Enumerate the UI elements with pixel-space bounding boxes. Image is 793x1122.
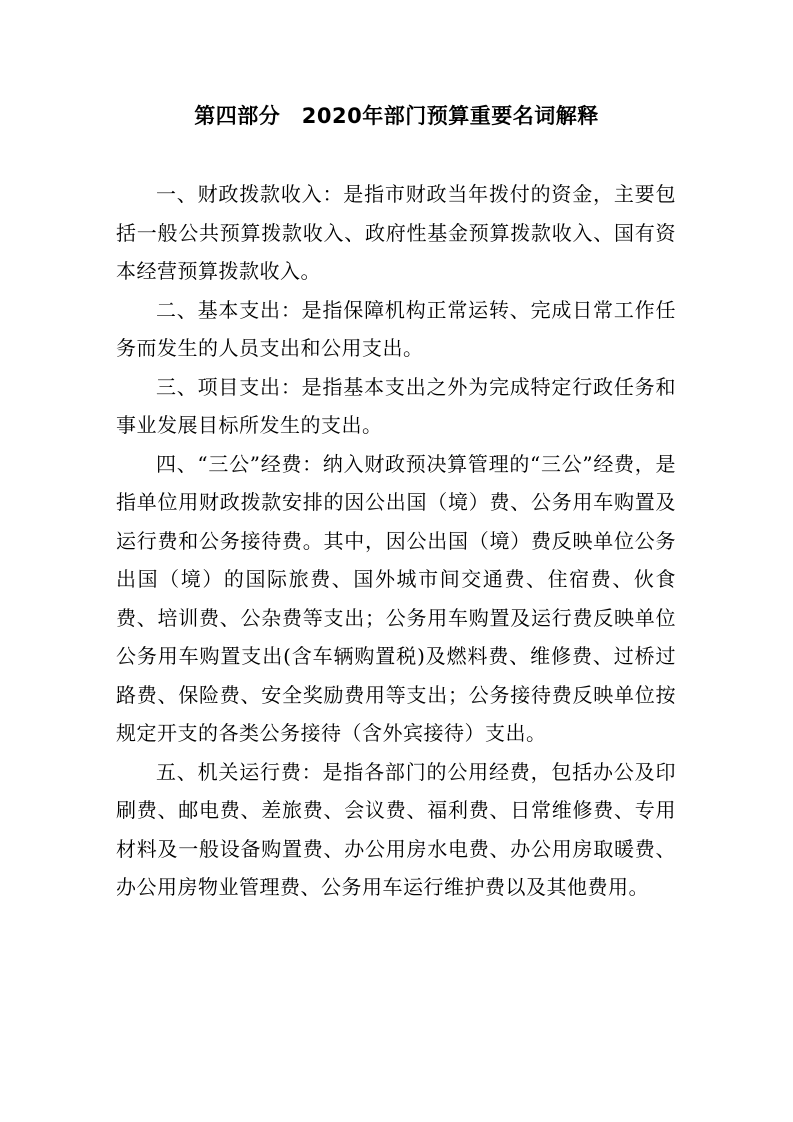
paragraph-fiscal-appropriation-income: 一、财政拨款收入：是指市财政当年拨付的资金，主要包括一般公共预算拨款收入、政府性基金预算拨款收入、国有资本经营预算拨款收入。 — [116, 182, 676, 283]
paragraph-agency-operating-expenses: 五、机关运行费：是指各部门的公用经费，包括办公及印刷费、邮电费、差旅费、会议费、福利费、日常维修费、专用材料及一般设备购置费、办公用房水电费、办公用房取暖费、办公用房物业管理费、公务用车运行维护费以及其他费用。 — [116, 759, 676, 899]
paragraph-three-public-expenses: 四、“三公”经费：纳入财政预决算管理的“三公”经费，是指单位用财政拨款安排的因公出国（境）费、公务用车购置及运行费和公务接待费。其中，因公出国（境）费反映单位公务出国（境）的国际旅费、国外城市间交通费、住宿费、伙食费、培训费、公杂费等支出；公务用车购置及运行费反映单位公务用车购置支出(含车辆购置税)及燃料费、维修费、过桥过路费、保险费、安全奖励费用等支出；公务接待费反映单位按规定开支的各类公务接待（含外宾接待）支出。 — [116, 451, 676, 745]
paragraph-basic-expenditure: 二、基本支出：是指保障机构正常运转、完成日常工作任务而发生的人员支出和公用支出。 — [116, 297, 676, 360]
page-title: 第四部分 2020年部门预算重要名词解释 — [194, 104, 599, 128]
paragraph-project-expenditure: 三、项目支出：是指基本支出之外为完成特定行政任务和事业发展目标所发生的支出。 — [116, 374, 676, 437]
document-body — [116, 175, 676, 907]
